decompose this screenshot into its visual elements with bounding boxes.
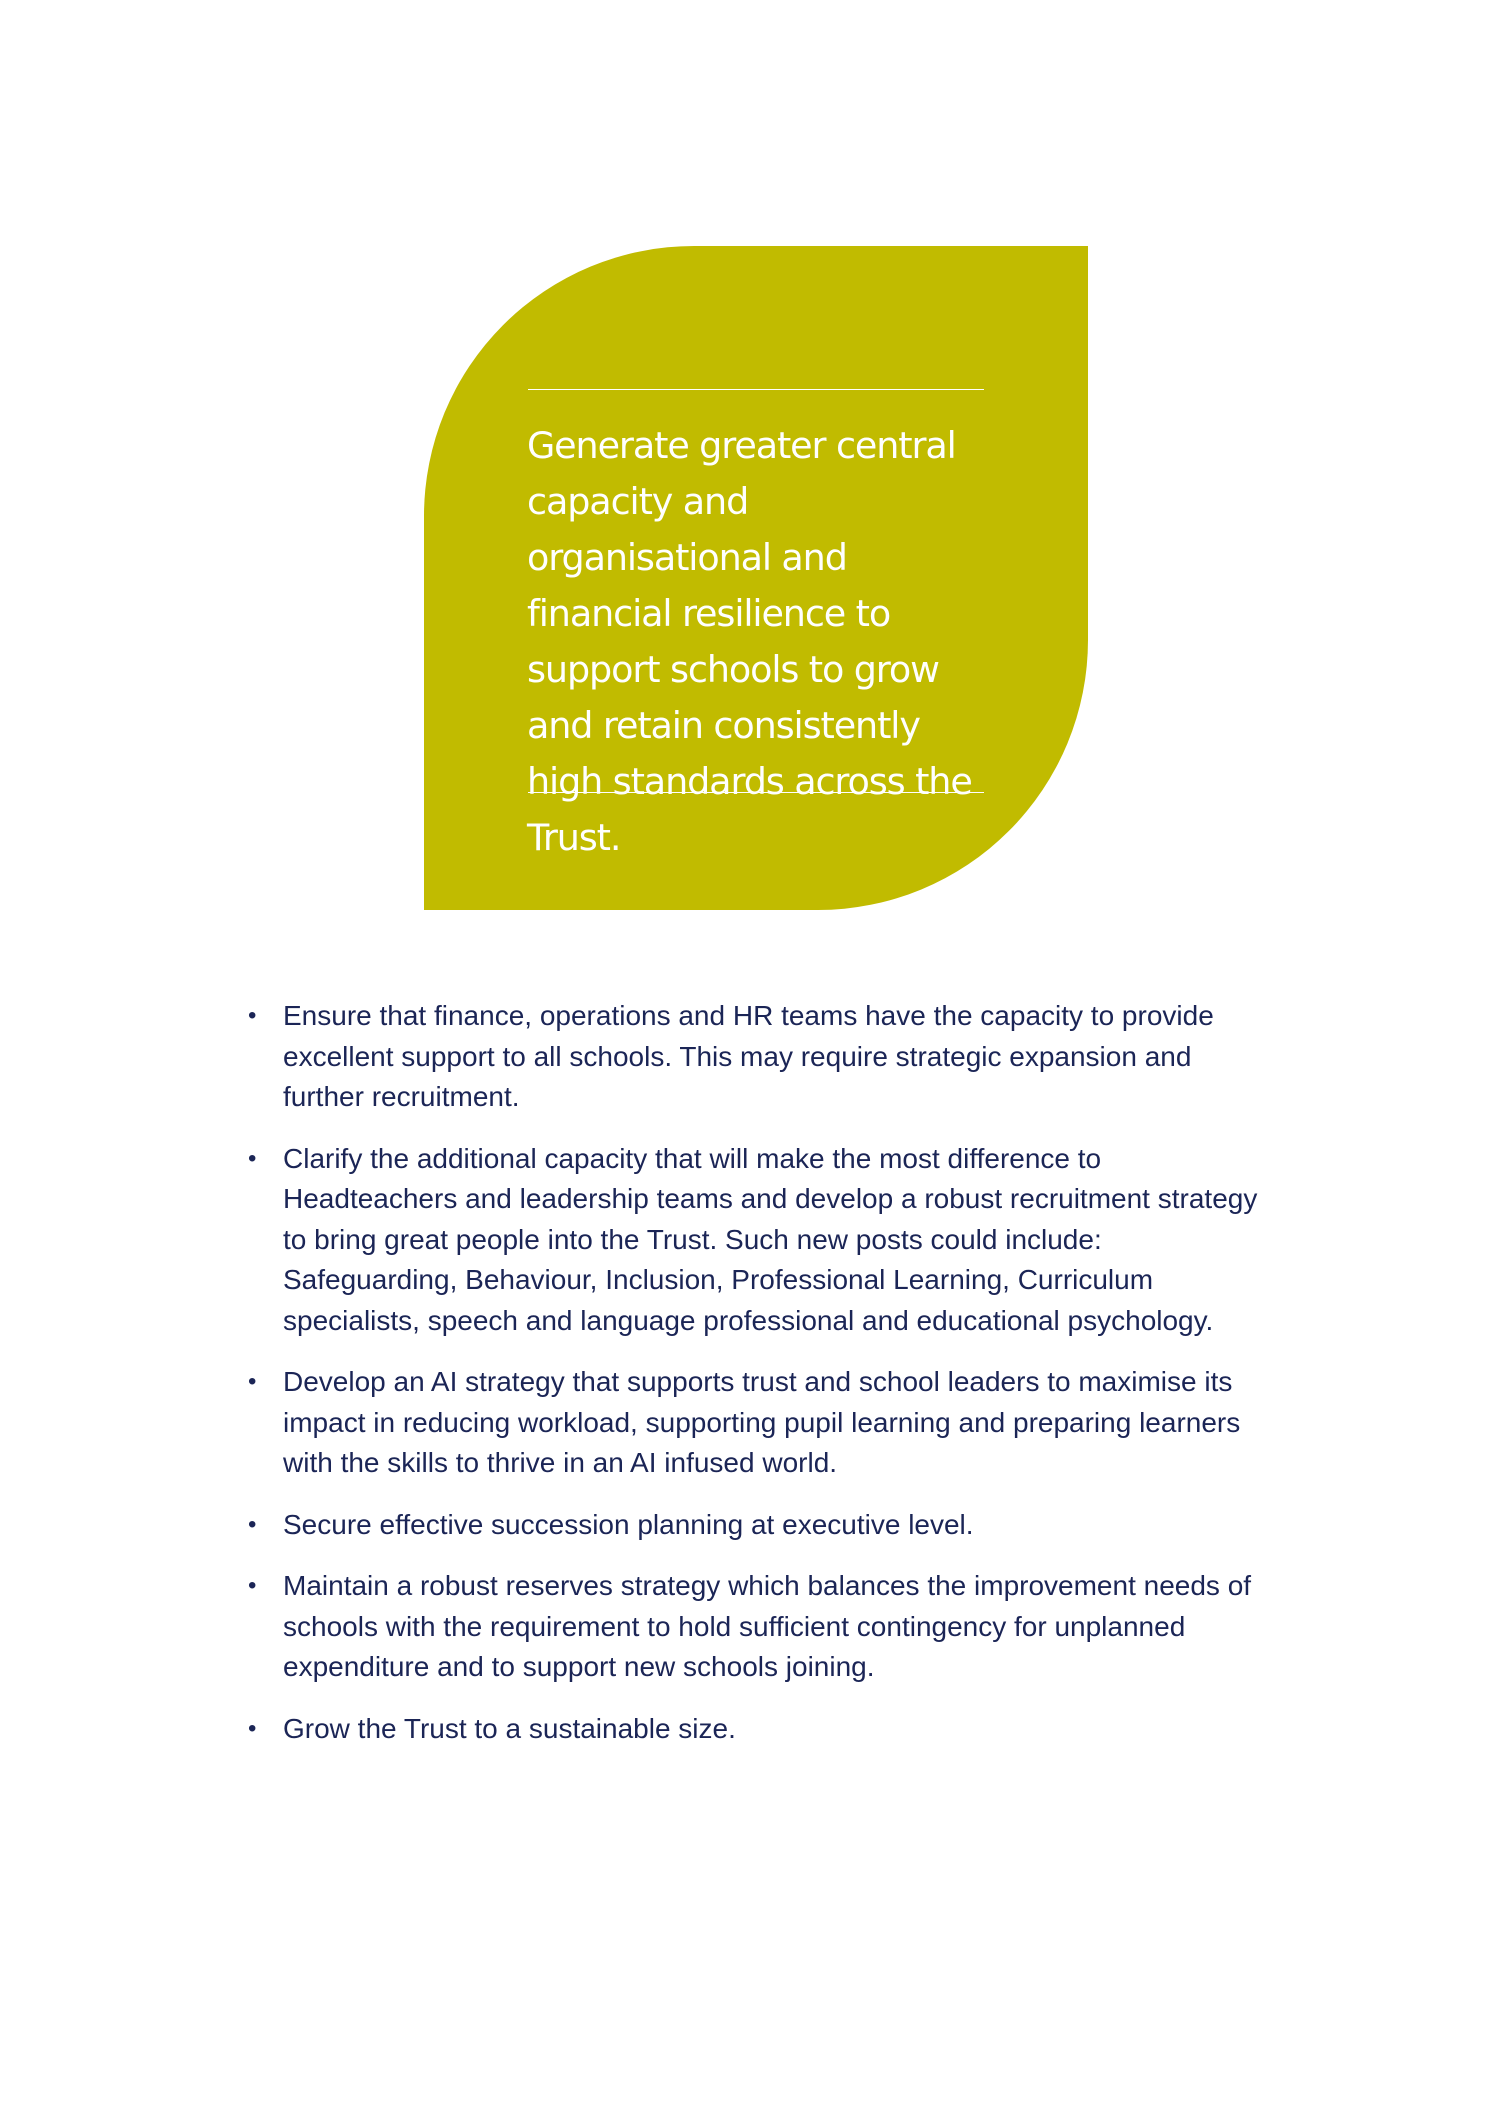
bullet-dot-icon: • <box>248 1714 257 1742</box>
bullet-dot-icon: • <box>248 1510 257 1538</box>
bullet-dot-icon: • <box>248 1002 257 1029</box>
bullet-text: Maintain a robust reserves strategy which balances the improvement needs of schools with the requirement to hold sufficient contingency for unplanned expenditure and to support new schools joining. <box>283 1570 1252 1682</box>
callout-goal-text: Generate greater central capacity and organisational and financial resilience to support schools to grow and retain consistently high standards across the Trust. <box>527 424 972 859</box>
bullet-item-succession-planning <box>248 1505 1268 1546</box>
bullet-dot-icon: • <box>248 1144 257 1172</box>
priorities-bullet-list <box>248 996 1268 1770</box>
bullet-text: Grow the Trust to a sustainable size. <box>283 1712 736 1744</box>
bullet-item-grow-trust <box>248 1709 1268 1750</box>
bullet-text: Develop an AI strategy that supports trust and school leaders to maximise its impact in reducing workload, supporting pupil learning and preparing learners with the skills to thrive in an AI infused world. <box>283 1366 1241 1478</box>
bullet-item-finance-capacity <box>248 996 1268 1118</box>
bullet-item-reserves-strategy <box>248 1566 1268 1688</box>
bullet-dot-icon: • <box>248 1368 257 1395</box>
bullet-text: Ensure that finance, operations and HR teams have the capacity to provide excellent support to all schools. This may require strategic expansion and further recruitment. <box>283 1000 1214 1112</box>
bullet-item-additional-capacity <box>248 1139 1268 1342</box>
callout-bottom-rule <box>528 792 984 793</box>
bullet-item-ai-strategy <box>248 1362 1268 1484</box>
bullet-text: Clarify the additional capacity that will make the most difference to Headteachers and leadership teams and develop a robust recruitment strategy to bring great people into the Trust. Such new posts could include: Safeguarding, Behaviour, Inclusion, Professional Learning, Curriculum specialists, speech and language professional and educational psychology. <box>283 1142 1258 1336</box>
bullet-dot-icon: • <box>248 1572 257 1599</box>
bullet-text: Secure effective succession planning at executive level. <box>283 1508 974 1540</box>
callout-top-rule <box>528 389 984 390</box>
